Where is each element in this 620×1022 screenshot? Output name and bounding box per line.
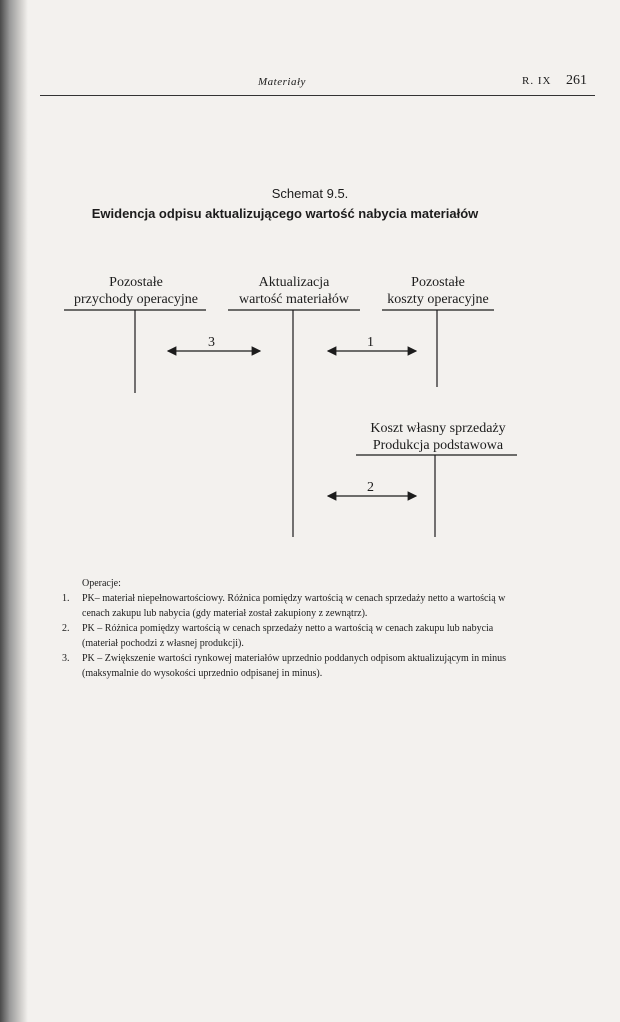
operations-list [62, 576, 527, 681]
account-title-line2: wartość materiałów [238, 292, 349, 307]
operation-item [62, 651, 527, 681]
operation-item [62, 591, 527, 621]
account-title-line2: przychody operacyjne [74, 292, 198, 307]
operation-number: 3. [62, 653, 70, 664]
account-title-line1: Pozostałe [109, 275, 163, 290]
operation-item [62, 621, 527, 651]
flow-number-2: 2 [367, 480, 374, 495]
operation-number: 2. [62, 623, 70, 634]
page-number: 261 [566, 73, 587, 88]
flow-number-3: 3 [208, 335, 215, 350]
operation-text: PK – Zwiększenie wartości rynkowej materiałów uprzednio poddanych odpisom aktualizującym in minus (maksymalnie do wysokości uprzednio odpisanej in minus). [82, 653, 507, 679]
operation-text: PK – Różnica pomiędzy wartością w cenach sprzedaży netto a wartością w cenach zakupu lub nabycia (materiał pochodzi z własnej produkcji). [82, 623, 494, 649]
operation-text: PK– materiał niepełnowartościowy. Różnica pomiędzy wartością w cenach sprzedaży netto a wartością w cenach zakupu lub nabycia (gdy materiał został zakupiony z zewnątrz). [82, 593, 506, 619]
account-title-line2: Produkcja podstawowa [372, 438, 504, 453]
operations-heading: Operacje: [82, 578, 121, 589]
account-title-line1: Pozostałe [411, 275, 465, 290]
operation-number: 1. [62, 593, 70, 604]
account-title-line2: koszty operacyjne [387, 292, 489, 307]
scheme-label: Schemat 9.5. [271, 186, 349, 201]
flow-number-1: 1 [367, 335, 374, 350]
running-header-chapter: R. IX [522, 75, 552, 87]
account-title-line1: Koszt własny sprzedaży [370, 421, 506, 436]
account-title-line1: Aktualizacja [258, 275, 330, 290]
scheme-title: Ewidencja odpisu aktualizującego wartość nabycia materiałów [91, 206, 479, 221]
running-header-title: Materiały [258, 76, 306, 88]
